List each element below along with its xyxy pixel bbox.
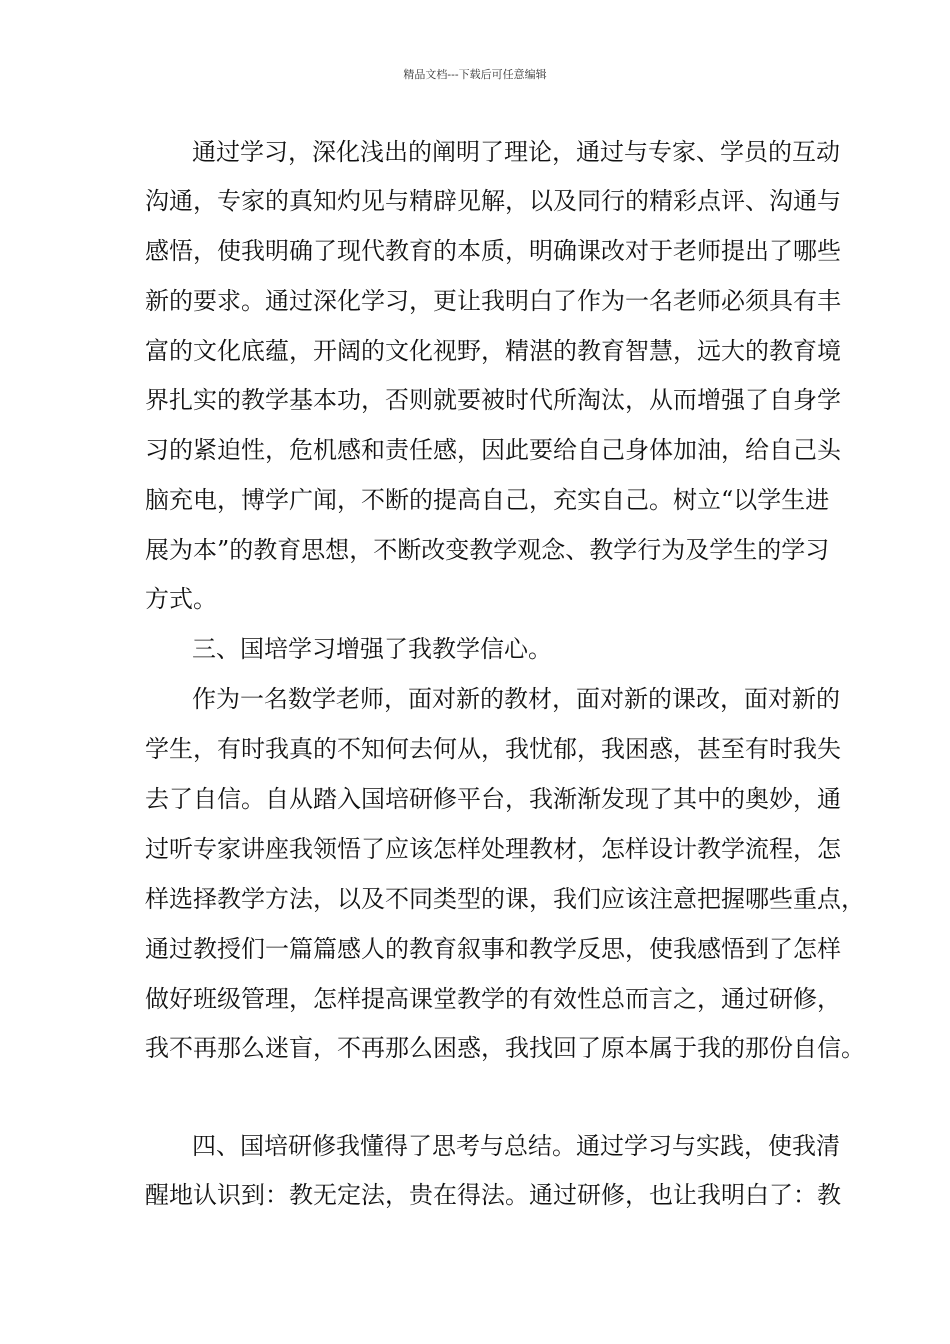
- body-line: 四、国培研修我懂得了思考与总结。通过学习与实践，使我清: [192, 1132, 840, 1160]
- body-line: 界扎实的教学基本功，否则就要被时代所淘汰，从而增强了自身学: [145, 386, 841, 414]
- body-line: 我不再那么迷盲，不再那么困惑，我找回了原本属于我的那份自信。: [145, 1034, 865, 1062]
- body-line: 通过教授们一篇篇感人的教育叙事和教学反思，使我感悟到了怎样: [145, 935, 841, 963]
- body-line: 沟通，专家的真知灼见与精辟见解，以及同行的精彩点评、沟通与: [145, 187, 841, 215]
- body-line: 去了自信。自从踏入国培研修平台，我渐渐发现了其中的奥妙，通: [145, 785, 841, 813]
- body-line: 学生，有时我真的不知何去何从，我忧郁，我困惑，甚至有时我失: [145, 735, 841, 763]
- body-line: 方式。: [145, 585, 217, 613]
- body-line: 做好班级管理，怎样提高课堂教学的有效性总而言之，通过研修，: [145, 985, 841, 1013]
- page-header: 精品文档---下载后可任意编辑: [403, 68, 547, 81]
- section-heading: 三、国培学习增强了我教学信心。: [192, 635, 552, 663]
- body-line: 醒地认识到：教无定法，贵在得法。通过研修，也让我明白了：教: [145, 1181, 841, 1209]
- body-line: 新的要求。通过深化学习，更让我明白了作为一名老师必须具有丰: [145, 287, 841, 315]
- body-line: 脑充电，博学广闻，不断的提高自己，充实自己。树立“以学生进: [145, 486, 830, 514]
- body-line: 过听专家讲座我领悟了应该怎样处理教材，怎样设计教学流程，怎: [145, 835, 841, 863]
- body-line: 富的文化底蕴，开阔的文化视野，精湛的教育智慧，远大的教育境: [145, 337, 841, 365]
- body-line: 习的紧迫性，危机感和责任感，因此要给自己身体加油，给自己头: [145, 436, 841, 464]
- body-line: 通过学习，深化浅出的阐明了理论，通过与专家、学员的互动: [192, 138, 840, 166]
- body-line: 感悟，使我明确了现代教育的本质，明确课改对于老师提出了哪些: [145, 237, 841, 265]
- body-line: 样选择教学方法，以及不同类型的课，我们应该注意把握哪些重点，: [145, 885, 865, 913]
- body-line: 展为本”的教育思想，不断改变教学观念、教学行为及学生的学习: [145, 536, 830, 564]
- body-line: 作为一名数学老师，面对新的教材，面对新的课改，面对新的: [192, 685, 840, 713]
